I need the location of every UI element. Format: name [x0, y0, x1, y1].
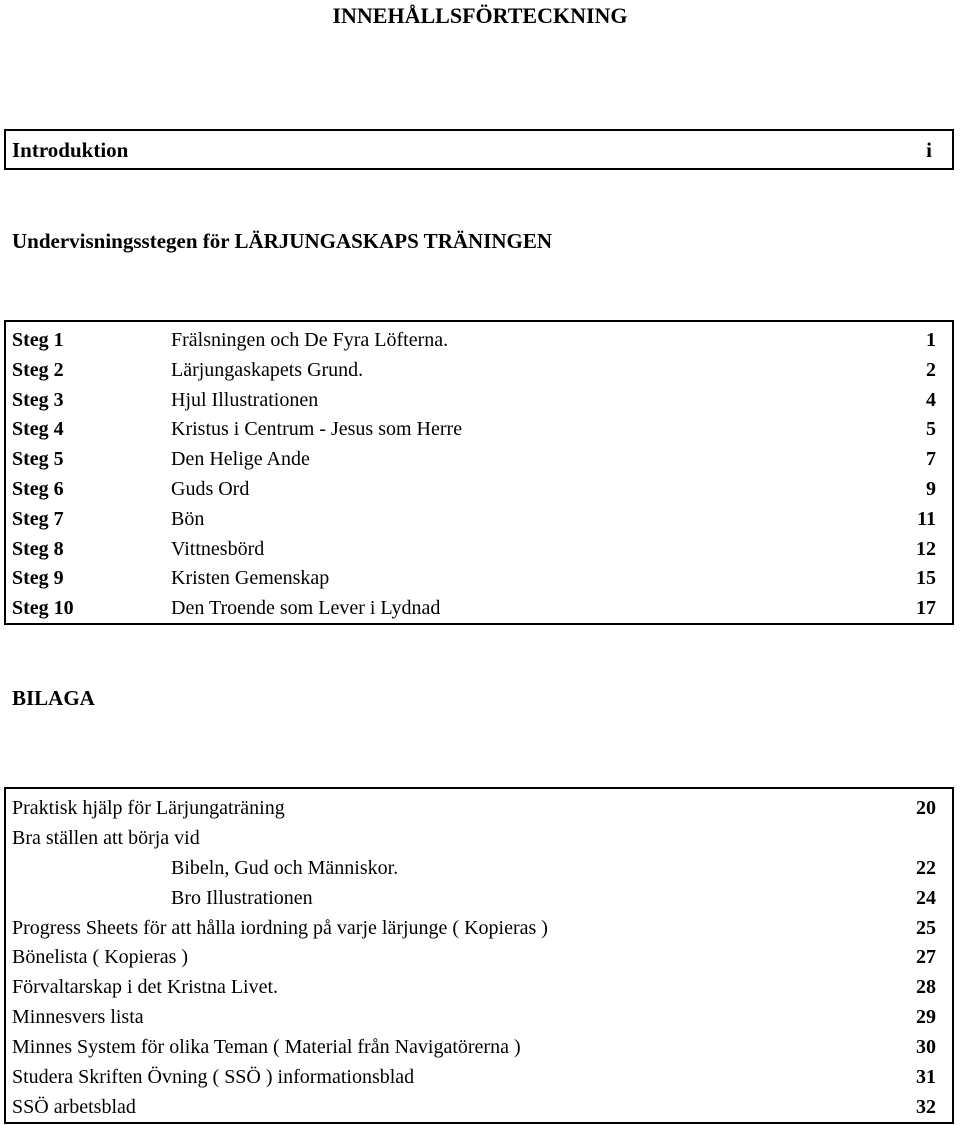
- appendix-title: SSÖ arbetsblad: [12, 1095, 136, 1118]
- step-page-number: 15: [916, 567, 936, 590]
- step-title: Lärjungaskapets Grund.: [171, 358, 364, 381]
- toc-step-row: [6, 476, 952, 506]
- appendix-page-number: 32: [916, 1095, 936, 1118]
- step-title: Kristus i Centrum - Jesus som Herre: [171, 418, 463, 441]
- steps-heading: Undervisningsstegen för LÄRJUNGASKAPS TRÄNINGEN: [12, 229, 553, 253]
- toc-step-row: [6, 565, 952, 595]
- appendix-title: Bro Illustrationen: [171, 886, 313, 909]
- appendix-title: Studera Skriften Övning ( SSÖ ) informationsblad: [12, 1066, 415, 1089]
- appendix-title: Förvaltarskap i det Kristna Livet.: [12, 976, 279, 999]
- document-title: INNEHÅLLSFÖRTECKNING: [332, 3, 628, 28]
- toc-appendix-row: [6, 825, 952, 855]
- step-page-number: 2: [926, 358, 936, 381]
- toc-appendix-row: [6, 1094, 952, 1124]
- toc-appendix-row: [6, 1034, 952, 1064]
- step-label: Steg 4: [12, 418, 64, 441]
- intro-label: Introduktion: [12, 138, 129, 162]
- step-title: Hjul Illustrationen: [171, 388, 319, 411]
- step-page-number: 1: [926, 329, 936, 351]
- step-page-number: 4: [926, 388, 936, 411]
- step-title: Kristen Gemenskap: [171, 567, 330, 590]
- appendix-title: Minnesvers lista: [12, 1006, 144, 1029]
- intro-page-number: i: [926, 138, 932, 162]
- step-title: Bön: [171, 507, 205, 530]
- toc-step-row: [6, 416, 952, 446]
- appendix-title: Minnes System för olika Teman ( Material från Navigatörerna ): [12, 1036, 521, 1059]
- appendix-page-number: 30: [916, 1036, 936, 1059]
- toc-appendix-row: [6, 915, 952, 945]
- step-title: Vittnesbörd: [171, 537, 265, 560]
- step-label: Steg 9: [12, 567, 64, 590]
- appendix-title: Progress Sheets för att hålla iordning på varje lärjunge ( Kopieras ): [12, 916, 548, 939]
- appendix-title: Bra ställen att börja vid: [12, 826, 200, 849]
- appendix-page-number: 24: [916, 886, 936, 909]
- step-label: Steg 10: [12, 597, 74, 620]
- toc-step-row: [6, 595, 952, 625]
- toc-step-row: [6, 387, 952, 417]
- step-title: Guds Ord: [171, 477, 250, 500]
- step-title: Den Helige Ande: [171, 448, 310, 471]
- step-page-number: 5: [926, 418, 936, 441]
- toc-step-row: [6, 327, 952, 357]
- appendix-page-number: 31: [916, 1066, 936, 1089]
- toc-appendix-row: [6, 974, 952, 1004]
- appendix-page-number: 22: [916, 856, 936, 879]
- step-label: Steg 7: [12, 507, 64, 530]
- step-page-number: 11: [917, 507, 936, 530]
- intro-box: [4, 129, 954, 170]
- appendix-page-number: 20: [916, 797, 936, 819]
- step-label: Steg 6: [12, 477, 64, 500]
- appendix-page-number: 27: [916, 946, 936, 969]
- step-label: Steg 2: [12, 358, 64, 381]
- toc-appendix-row: [6, 855, 952, 885]
- step-title: Den Troende som Lever i Lydnad: [171, 597, 441, 620]
- steps-table: [4, 320, 954, 625]
- toc-step-row: [6, 536, 952, 566]
- toc-appendix-row: [6, 885, 952, 915]
- appendix-title: Bibeln, Gud och Människor.: [171, 856, 399, 879]
- appendix-heading: BILAGA: [12, 686, 95, 710]
- appendix-page-number: 29: [916, 1006, 936, 1029]
- appendix-table: [4, 787, 954, 1124]
- step-label: Steg 1: [12, 329, 64, 351]
- toc-appendix-row: [6, 944, 952, 974]
- toc-step-row: [6, 357, 952, 387]
- step-title: Frälsningen och De Fyra Löfterna.: [171, 329, 449, 351]
- toc-step-row: [6, 446, 952, 476]
- appendix-page-number: 25: [916, 916, 936, 939]
- toc-appendix-row: [6, 1064, 952, 1094]
- step-label: Steg 3: [12, 388, 64, 411]
- toc-appendix-row: [6, 795, 952, 825]
- step-label: Steg 8: [12, 537, 64, 560]
- toc-appendix-row: [6, 1004, 952, 1034]
- appendix-title: Praktisk hjälp för Lärjungaträning: [12, 797, 285, 819]
- step-page-number: 7: [926, 448, 936, 471]
- toc-step-row: [6, 506, 952, 536]
- step-page-number: 9: [926, 477, 936, 500]
- step-label: Steg 5: [12, 448, 64, 471]
- appendix-page-number: 28: [916, 976, 936, 999]
- step-page-number: 12: [916, 537, 936, 560]
- appendix-title: Bönelista ( Kopieras ): [12, 946, 189, 969]
- step-page-number: 17: [916, 597, 936, 620]
